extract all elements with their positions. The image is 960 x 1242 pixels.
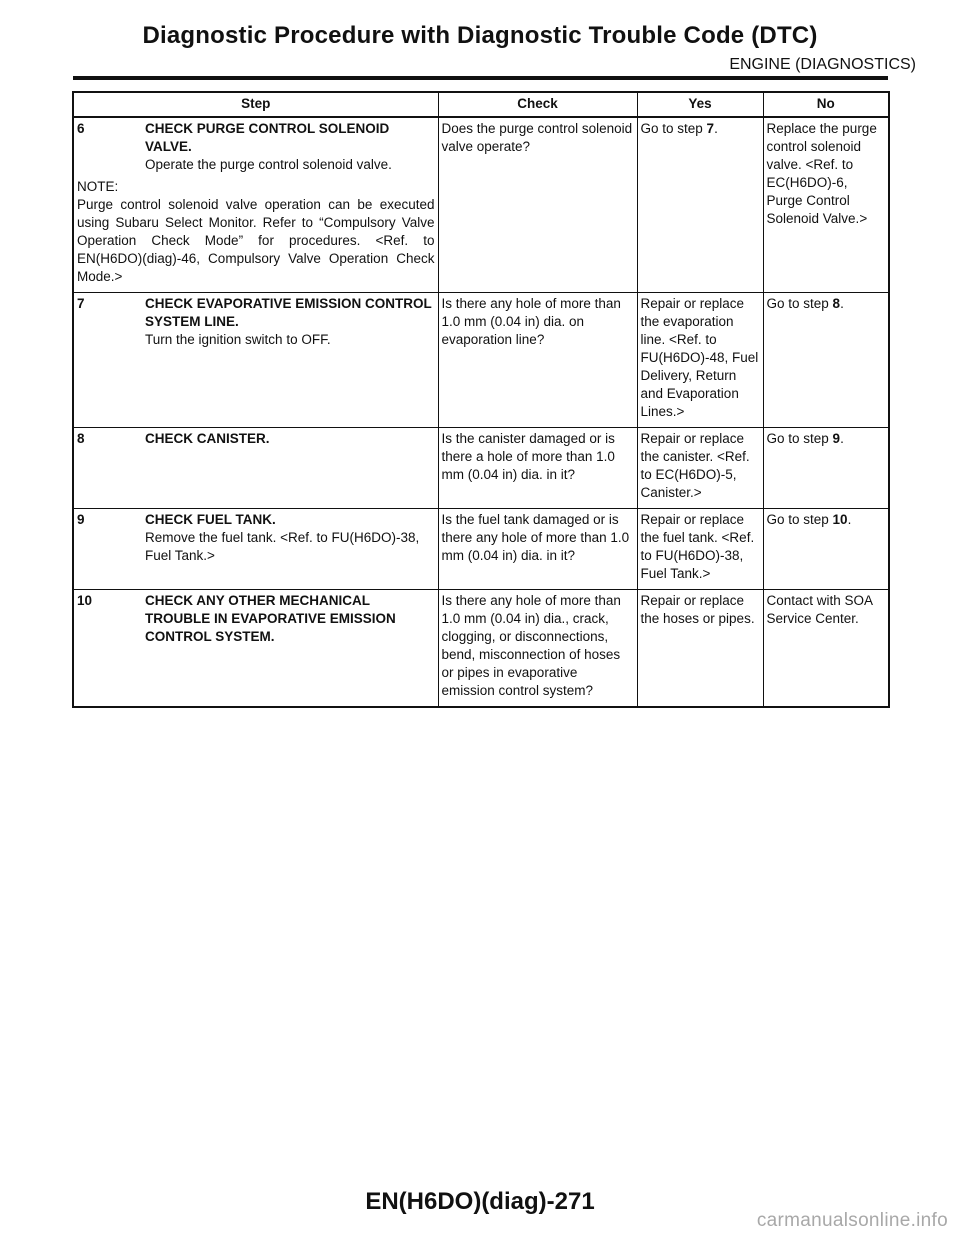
page-code: EN(H6DO)(diag)-271 <box>365 1188 595 1215</box>
table-row <box>73 590 889 708</box>
check-cell: Is there any hole of more than 1.0 mm (0.04 in) dia. on evaporation line? <box>438 293 637 428</box>
no-text: Go to step <box>766 431 833 446</box>
step-title: CHECK ANY OTHER MECHANICAL TROUBLE IN EVAPORATIVE EMISSION CONTROL SYSTEM. <box>145 593 396 644</box>
step-cell <box>73 509 438 590</box>
step-number: 9 <box>77 512 85 527</box>
table-row <box>73 117 889 293</box>
step-instruction: Operate the purge control solenoid valve. <box>145 157 392 172</box>
no-cell: Replace the purge control solenoid valve. <Ref. to EC(H6DO)-6, Purge Control Solenoid Valve.> <box>763 117 889 293</box>
note-text: Purge control solenoid valve operation can be executed using Subaru Select Monitor. Refer to “Compulsory Valve Operation Check Mode” for procedures. <Ref. to EN(H6DO)(diag)-46, Compulsory Valve Operation Check Mode.> <box>77 197 435 284</box>
column-header-yes: Yes <box>637 92 763 117</box>
procedure-table <box>72 91 890 708</box>
no-cell <box>763 509 889 590</box>
step-instruction: Turn the ignition switch to OFF. <box>145 332 331 347</box>
step-title: CHECK FUEL TANK. <box>145 512 276 527</box>
step-cell <box>73 117 438 293</box>
step-title: CHECK CANISTER. <box>145 431 270 446</box>
step-number: 8 <box>77 431 85 446</box>
yes-period: . <box>714 121 718 136</box>
no-period: . <box>847 512 852 527</box>
note-label: NOTE: <box>77 179 119 194</box>
step-title: CHECK PURGE CONTROL SOLENOID VALVE. <box>145 121 390 154</box>
no-text: Go to step <box>766 512 833 527</box>
page-title: Diagnostic Procedure with Diagnostic Trouble Code (DTC) <box>142 22 818 49</box>
step-number: 10 <box>77 593 93 608</box>
table-row <box>73 293 889 428</box>
column-header-step: Step <box>73 92 438 117</box>
header-rule <box>73 76 888 80</box>
check-cell: Is there any hole of more than 1.0 mm (0.04 in) dia., crack, clogging, or disconnections, bend, misconnection of hoses or pipes in evaporative emission control system? <box>438 590 637 708</box>
yes-cell: Repair or replace the fuel tank. <Ref. to FU(H6DO)-38, Fuel Tank.> <box>637 509 763 590</box>
yes-cell: Repair or replace the hoses or pipes. <box>637 590 763 708</box>
column-header-no: No <box>763 92 889 117</box>
step-number: 7 <box>77 296 85 311</box>
step-number: 6 <box>77 121 85 136</box>
step-title: CHECK EVAPORATIVE EMISSION CONTROL SYSTEM LINE. <box>145 296 432 329</box>
yes-cell: Repair or replace the canister. <Ref. to EC(H6DO)-5, Canister.> <box>637 428 763 509</box>
check-cell: Does the purge control solenoid valve operate? <box>438 117 637 293</box>
step-cell <box>73 590 438 708</box>
no-cell: Contact with SOA Service Center. <box>763 590 889 708</box>
no-step-link: 8 <box>832 296 841 311</box>
no-period: . <box>840 296 844 311</box>
step-cell <box>73 293 438 428</box>
yes-step-link: 7 <box>706 121 715 136</box>
no-period: . <box>840 431 844 446</box>
watermark: carmanualsonline.info <box>756 1210 948 1231</box>
no-step-link: 9 <box>832 431 841 446</box>
step-instruction: Remove the fuel tank. <Ref. to FU(H6DO)-38, Fuel Tank.> <box>145 530 420 563</box>
check-cell: Is the fuel tank damaged or is there any hole of more than 1.0 mm (0.04 in) dia. in it? <box>438 509 637 590</box>
yes-text: Go to step <box>640 121 707 136</box>
section-name: ENGINE (DIAGNOSTICS) <box>729 56 916 73</box>
no-step-link: 10 <box>832 512 848 527</box>
table-header-row <box>73 92 889 117</box>
yes-cell: Repair or replace the evaporation line. <Ref. to FU(H6DO)-48, Fuel Delivery, Return and Evaporation Lines.> <box>637 293 763 428</box>
table-row <box>73 509 889 590</box>
column-header-check: Check <box>438 92 637 117</box>
yes-cell <box>637 117 763 293</box>
step-cell <box>73 428 438 509</box>
no-cell <box>763 293 889 428</box>
table-row <box>73 428 889 509</box>
no-text: Go to step <box>766 296 833 311</box>
check-cell: Is the canister damaged or is there a hole of more than 1.0 mm (0.04 in) dia. in it? <box>438 428 637 509</box>
no-cell <box>763 428 889 509</box>
